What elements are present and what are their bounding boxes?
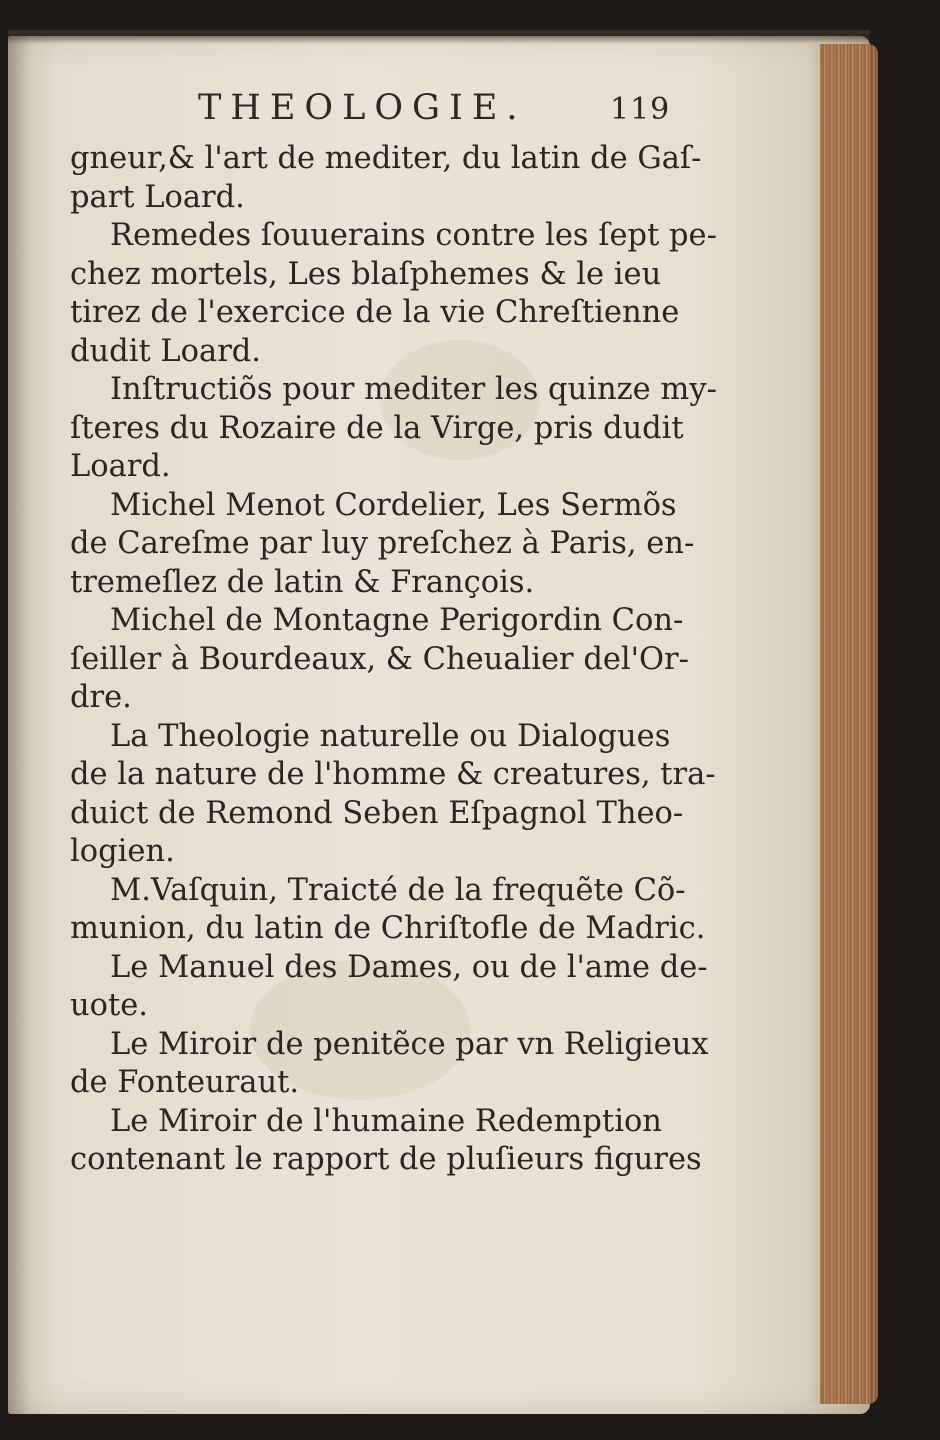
text-line: Le Manuel des Dames, ou de l'ame de- bbox=[110, 949, 708, 985]
text-line: de Careſme par luy preſchez à Paris, en- bbox=[70, 526, 695, 561]
list-item bbox=[70, 1103, 702, 1180]
text-line: M.Vaſquin, Traicté de la frequẽte Cõ- bbox=[110, 872, 686, 908]
text-line: ſeiller à Bourdeaux, & Cheualier del'Or- bbox=[70, 641, 689, 677]
list-item bbox=[70, 718, 716, 872]
text-line: Michel Menot Cordelier, Les Sermõs bbox=[110, 487, 677, 523]
text-line: uote. bbox=[70, 988, 149, 1023]
text-line: tirez de l'exercice de la vie Chreſtienne bbox=[70, 295, 680, 330]
text-line: Remedes ſouuerains contre les ſept pe- bbox=[110, 218, 717, 253]
bibliography-entries bbox=[70, 140, 717, 1180]
text-line: tremeſlez de latin & François. bbox=[70, 564, 535, 600]
text-line: contenant le rapport de pluſieurs figures bbox=[70, 1142, 702, 1177]
text-line: Inſtructiõs pour mediter les quinze my- bbox=[110, 372, 717, 407]
text-block bbox=[70, 88, 717, 1180]
list-item bbox=[70, 1026, 709, 1103]
list-item bbox=[70, 602, 689, 718]
text-line: gneur,& l'art de mediter, du latin de Gaſ- bbox=[70, 141, 702, 176]
page-header bbox=[70, 88, 670, 140]
list-item bbox=[70, 949, 708, 1026]
text-line: dre. bbox=[70, 680, 132, 715]
text-line: de Fonteuraut. bbox=[70, 1065, 300, 1100]
text-line: duict de Remond Seben Eſpagnol Theo- bbox=[70, 795, 684, 831]
text-line: chez mortels, Les blaſphemes & le ieu bbox=[70, 256, 662, 292]
text-line: part Loard. bbox=[70, 179, 245, 215]
text-line: La Theologie naturelle ou Dialogues bbox=[110, 718, 671, 754]
text-line: dudit Loard. bbox=[70, 333, 261, 369]
text-line: Loard. bbox=[70, 449, 171, 484]
text-line: munion, du latin de Chriſtofle de Madric. bbox=[70, 911, 706, 946]
text-line: logien. bbox=[70, 834, 175, 869]
binding-gutter bbox=[8, 36, 30, 1414]
page-top-shadow bbox=[8, 30, 870, 44]
text-line: de la nature de l'homme & creatures, tra- bbox=[70, 757, 716, 792]
page-fore-edge bbox=[820, 44, 878, 1404]
text-line: Michel de Montagne Perigordin Con- bbox=[110, 603, 684, 638]
text-line: Le Miroir de l'humaine Redemption bbox=[110, 1103, 662, 1139]
text-line: ſteres du Rozaire de la Virge, pris dudit bbox=[70, 410, 684, 446]
page-number: 119 bbox=[610, 92, 671, 127]
text-line: Le Miroir de penitẽce par vn Religieux bbox=[110, 1026, 709, 1062]
list-item bbox=[70, 371, 717, 487]
list-item bbox=[70, 140, 702, 217]
list-item bbox=[70, 217, 717, 371]
list-item bbox=[70, 487, 695, 603]
running-title: THEOLOGIE. bbox=[198, 88, 527, 128]
list-item bbox=[70, 872, 706, 949]
